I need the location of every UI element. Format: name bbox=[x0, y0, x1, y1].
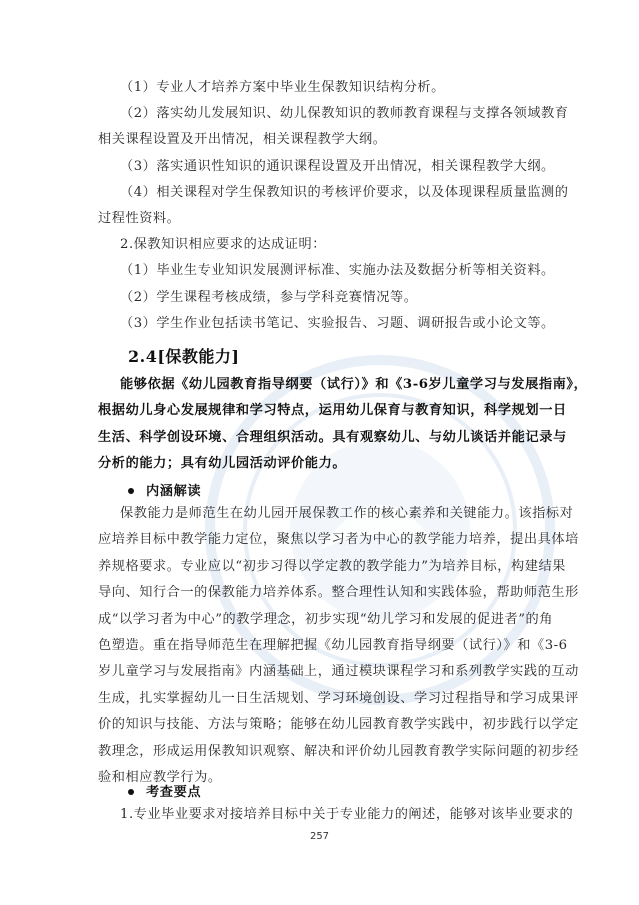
interpretation-title: 内涵解读 bbox=[146, 484, 202, 499]
standard-line: 生活、科学创设环境、合理组织活动。具有观察幼儿、与幼儿谈话并能记录与 bbox=[98, 429, 567, 445]
paragraph-line: （2）落实幼儿发展知识、幼儿保教知识的教师教育课程与支撑各领域教育 bbox=[120, 106, 569, 122]
interpretation-line: 价的知识与技能、方法与策略；能够在幼儿园教育教学实践中，初步践行以学定 bbox=[98, 717, 579, 733]
interpretation-line: 岁儿童学习与发展指南》内涵基础上，通过模块课程学习和系列教学实践的互动 bbox=[98, 664, 579, 680]
interpretation-line: 应培养目标中教学能力定位，聚焦以学习者为中心的教学能力培养，提出具体培 bbox=[98, 532, 579, 548]
interpretation-line: 生成，扎实掌握幼儿一日生活规划、学习环境创设、学习过程指导和学习成果评 bbox=[98, 690, 579, 706]
paragraph-line: （1）专业人才培养方案中毕业生保教知识结构分析。 bbox=[120, 80, 445, 95]
interpretation-line: 验和相应教学行为。 bbox=[98, 770, 222, 785]
paragraph-line: （4）相关课程对学生保教知识的考核评价要求，以及体现课程质量监测的 bbox=[120, 184, 569, 200]
paragraph-line: 2.保教知识相应要求的达成证明： bbox=[120, 237, 327, 253]
section-heading: 2.4[保教能力] bbox=[128, 347, 240, 366]
key-points-title: 考查要点 bbox=[146, 785, 202, 800]
key-point-line: 1.专业毕业要求对接培养目标中关于专业能力的阐述，能够对该毕业要求的 bbox=[120, 807, 574, 822]
standard-line: 根据幼儿身心发展规律和学习特点，运用幼儿保育与教育知识，科学规划一日 bbox=[98, 403, 567, 419]
paragraph-line: （3）学生作业包括读书笔记、实验报告、习题、调研报告或小论文等。 bbox=[120, 315, 555, 331]
page-number: 257 bbox=[309, 831, 330, 842]
paragraph-line: （2）学生课程考核成绩，参与学科竞赛情况等。 bbox=[120, 289, 418, 305]
interpretation-line: 养规格要求。专业应以“初步习得以学定教的教学能力”为培养目标，构建结果 bbox=[98, 558, 566, 574]
interpretation-line: 保教能力是师范生在幼儿园开展保教工作的核心素养和关键能力。该指标对 bbox=[120, 506, 574, 521]
standard-line: 分析的能力；具有幼儿园活动评价能力。 bbox=[98, 455, 347, 471]
bullet-icon bbox=[128, 488, 134, 494]
paragraph-line: （3）落实通识性知识的通识课程设置及开出情况，相关课程教学大纲。 bbox=[120, 158, 555, 174]
paragraph-line: 相关课程设置及开出情况，相关课程教学大纲。 bbox=[98, 132, 387, 148]
interpretation-line: 导向、知行合一的保教能力培养体系。整合理性认知和实践体验，帮助师范生形 bbox=[98, 585, 579, 601]
paragraph-line: （1）毕业生专业知识发展测评标准、实施办法及数据分析等相关资料。 bbox=[120, 263, 555, 279]
interpretation-line: 色塑造。重在指导师范生在理解把握《幼儿园教育指导纲要（试行）》和《3-6 bbox=[98, 638, 568, 653]
paragraph-line: 过程性资料。 bbox=[98, 211, 181, 226]
bullet-icon bbox=[128, 789, 134, 795]
standard-line: 能够依据《幼儿园教育指导纲要（试行）》和《3-6岁儿童学习与发展指南》， bbox=[120, 377, 588, 392]
interpretation-line: 成“以学习者为中心”的教学理念，初步实现“幼儿学习和发展的促进者”的角 bbox=[98, 611, 554, 627]
interpretation-line: 教理念，形成运用保教知识观察、解决和评价幼儿园教育教学实际问题的初步经 bbox=[98, 743, 579, 759]
interpretation-heading bbox=[128, 480, 201, 499]
key-points-heading bbox=[128, 781, 201, 800]
